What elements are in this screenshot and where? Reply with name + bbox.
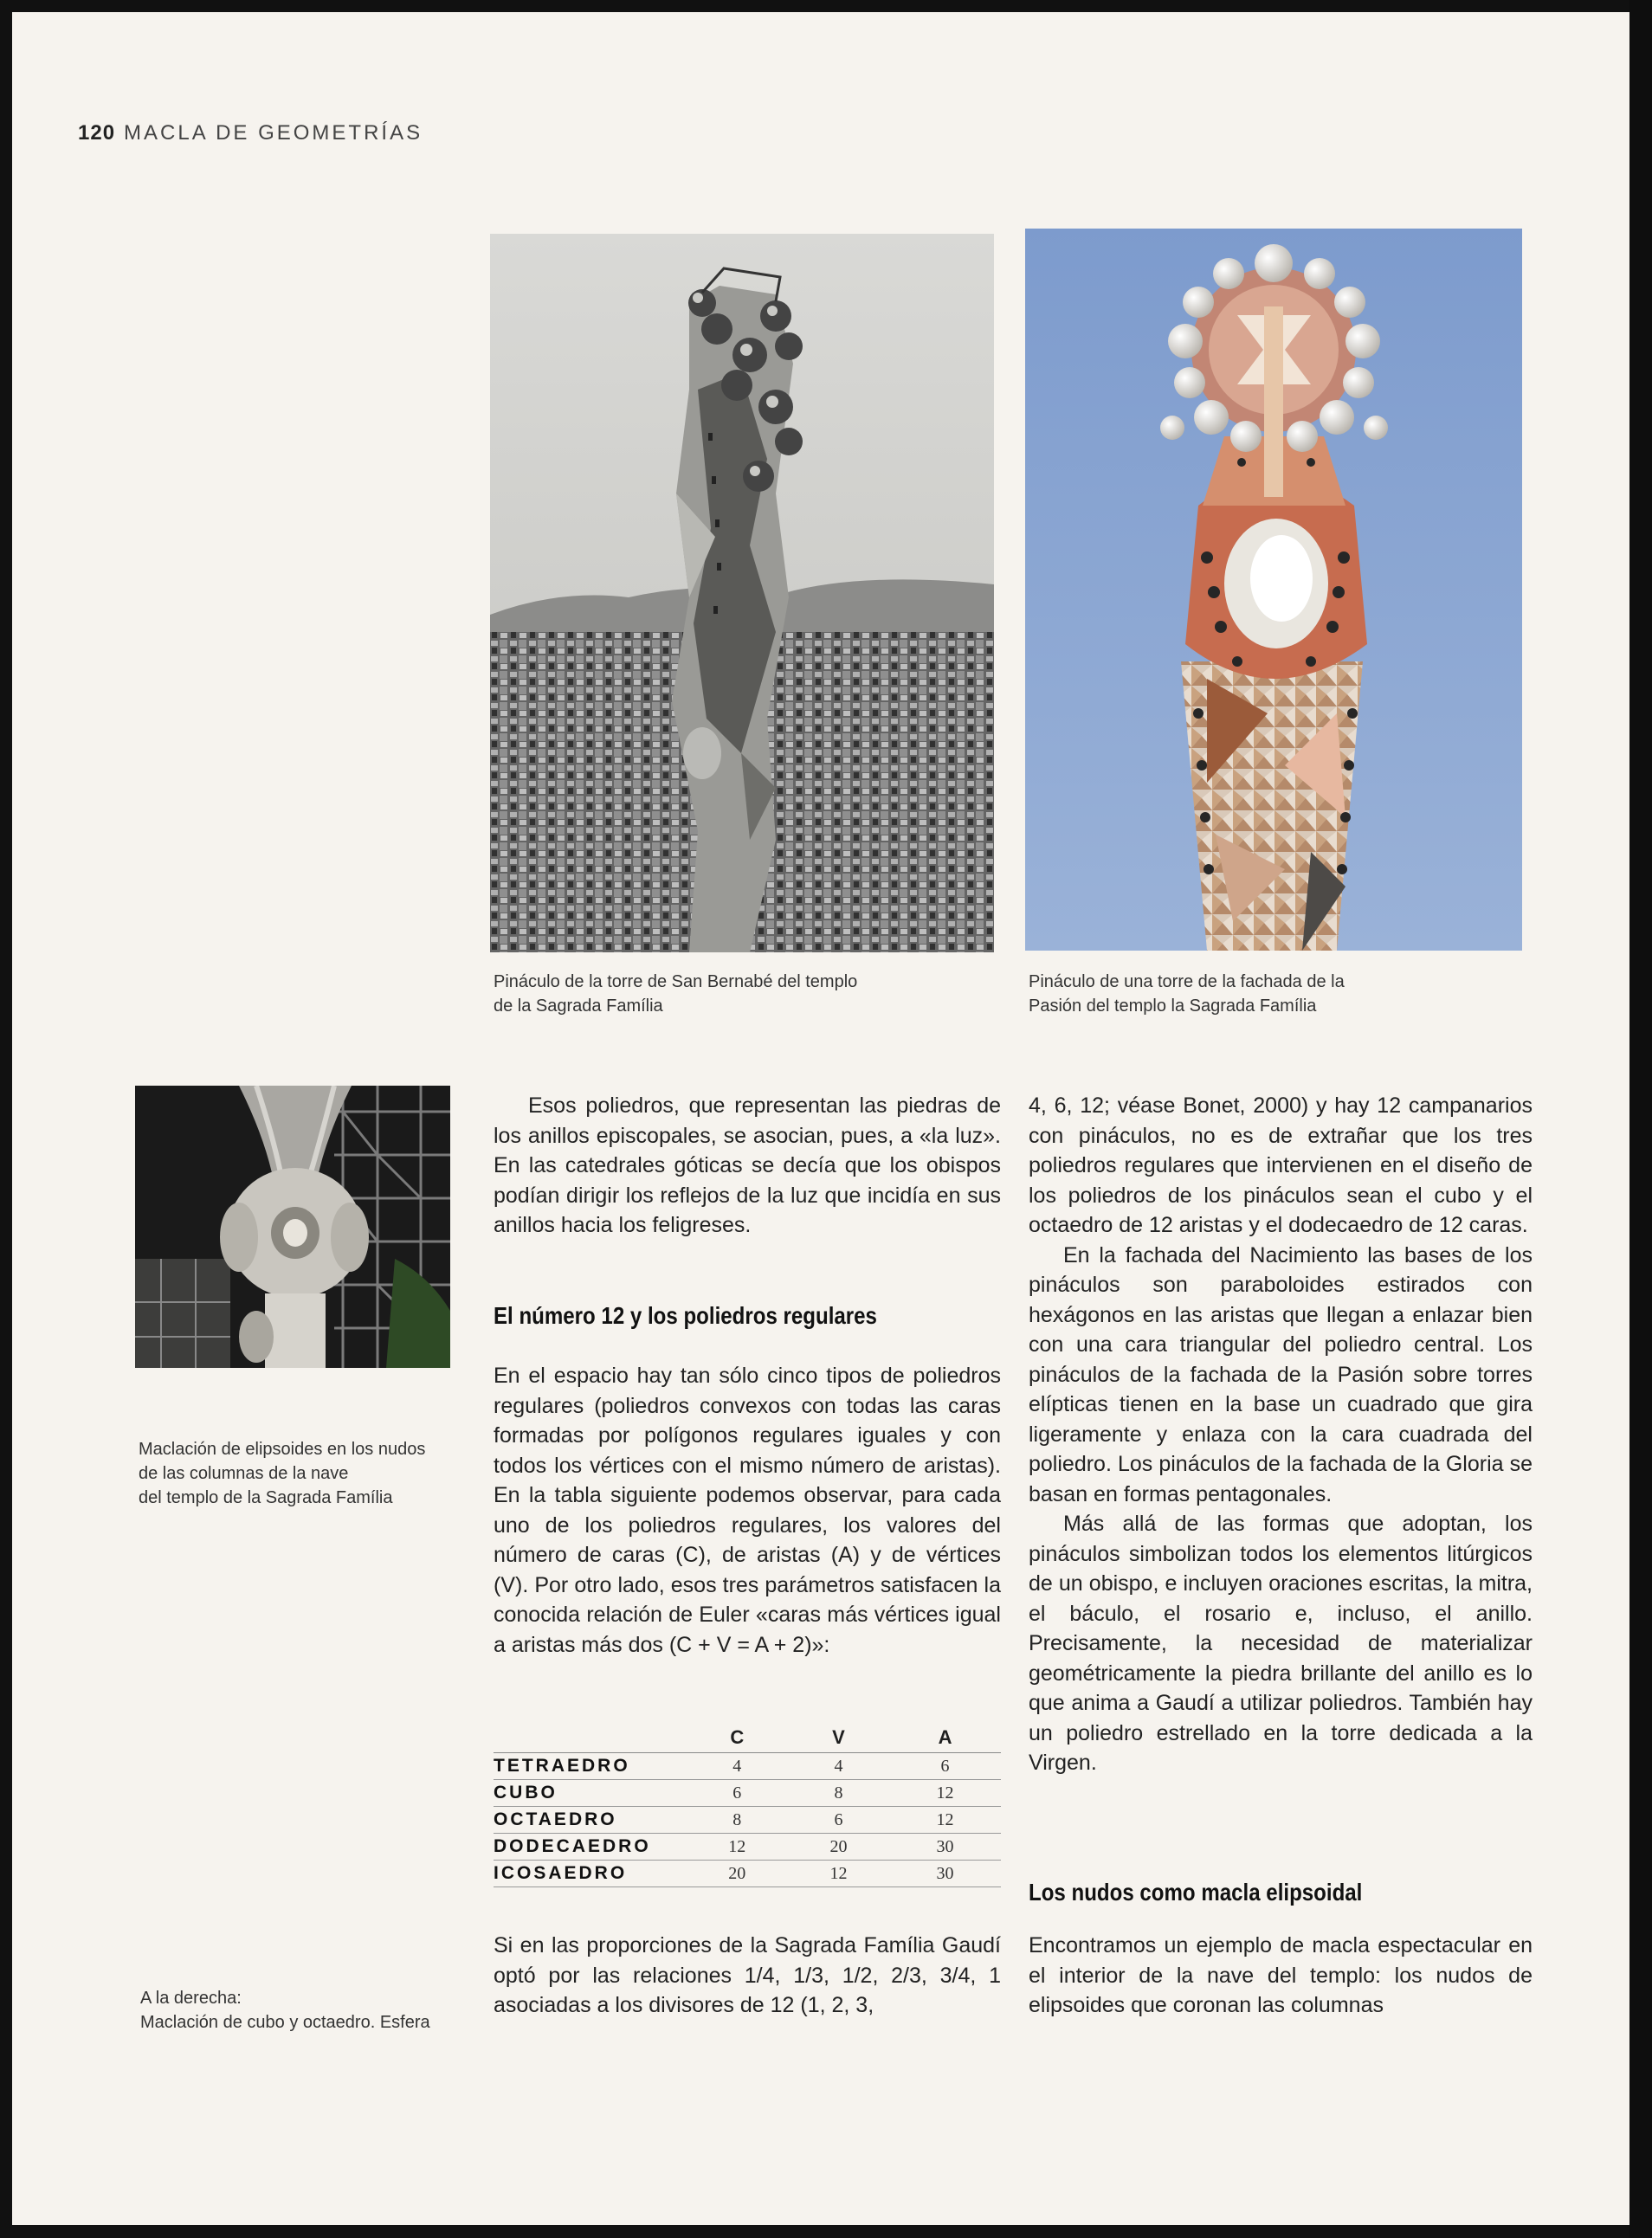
table-row — [494, 1807, 1001, 1834]
photo-column-ellipsoid-nodes — [135, 1086, 450, 1368]
table-cell-a: 12 — [889, 1780, 1001, 1807]
page-edge-shadow — [1629, 0, 1652, 2238]
photo-san-bernabe-pinnacle — [490, 234, 994, 952]
caption-bottom-side — [140, 1986, 487, 2035]
col1-paragraph-1 — [494, 1091, 1001, 1241]
table-header-row — [494, 1723, 1001, 1753]
table-cell-name: DODECAEDRO — [494, 1834, 687, 1861]
table-cell-name: OCTAEDRO — [494, 1807, 687, 1834]
table-cell-v: 8 — [788, 1780, 889, 1807]
col1-p1-text: Esos poliedros, que representan las piedras de los anillos episcopales, se asocian, pues, a «la luz». En las catedrales góticas se decía que los obispos podían dirigir los reflejos de la luz que incidía en sus anillos hacia los feligreses. — [494, 1093, 1001, 1237]
table-cell-name: ICOSAEDRO — [494, 1861, 687, 1887]
col2-p2-text: En la fachada del Nacimiento las bases de los pináculos son paraboloides estirados con hexágonos en las aristas que llegan a enlazar bien con una cara triangular del poliedro central. Los pináculos de la fachada de la Pasión sobre torres elípticas tienen en la base un cuadrado que gira ligeramente y enlaza con la cara cuadrada del poliedro. Los pináculos de la fachada de la Gloria se basan en formas pentagonales. — [1029, 1242, 1533, 1506]
heading-numero-12: El número 12 y los poliedros regulares — [494, 1302, 877, 1329]
table-row — [494, 1861, 1001, 1887]
table-header-v: V — [788, 1723, 889, 1753]
caption-side-text: Maclación de elipsoides en los nudos de las columnas de la nave del templo de la Sagrada Família — [139, 1440, 426, 1507]
table-cell-c: 6 — [687, 1780, 788, 1807]
page-number: 120 — [78, 121, 116, 145]
table-row — [494, 1834, 1001, 1861]
section-title: MACLA DE GEOMETRÍAS — [124, 121, 423, 145]
table-cell-v: 12 — [788, 1861, 889, 1887]
col2-p1-text: 4, 6, 12; véase Bonet, 2000) y hay 12 campanarios con pináculos, no es de extrañar que los tres poliedros regulares que intervienen en el diseño de los poliedros de los pináculos sean el cubo y el octaedro de 12 aristas y el dodecaedro de 12 caras. — [1029, 1093, 1533, 1237]
table-cell-v: 4 — [788, 1753, 889, 1780]
caption-bottom-side-text: A la derecha: Maclación de cubo y octaedro. Esfera — [140, 1989, 430, 2032]
heading-nudos-macla: Los nudos como macla elipsoidal — [1029, 1879, 1363, 1906]
table-header-c: C — [687, 1723, 788, 1753]
caption-top-left-text: Pináculo de la torre de San Bernabé del templo de la Sagrada Família — [494, 972, 858, 1016]
table-cell-v: 20 — [788, 1834, 889, 1861]
col1-paragraph-3 — [494, 1931, 1001, 2021]
caption-top-right-text: Pináculo de una torre de la fachada de la Pasión del templo la Sagrada Família — [1029, 972, 1345, 1016]
col1-p2-text: En el espacio hay tan sólo cinco tipos de poliedros regulares (poliedros convexos con todas las caras formadas por polígonos regulares iguales y con todos los vértices con el mismo número de aristas). En la tabla siguiente podemos observar, para cada uno de los poliedros regulares, los valores del número de caras (C), de aristas (A) y de vértices (V). Por otro lado, esos tres parámetros satisfacen la conocida relación de Euler «caras más vértices igual a aristas más dos (C + V = A + 2)»: — [494, 1364, 1001, 1657]
table-cell-name: CUBO — [494, 1780, 687, 1807]
table-header-blank — [494, 1723, 687, 1753]
table-cell-a: 12 — [889, 1807, 1001, 1834]
table-cell-a: 6 — [889, 1753, 1001, 1780]
table-cell-c: 4 — [687, 1753, 788, 1780]
col1-paragraph-2 — [494, 1361, 1001, 1660]
col2-p4-text: Encontramos un ejemplo de macla espectacular en el interior de la nave del templo: los nudos de elipsoides que coronan las columnas — [1029, 1933, 1533, 2017]
table-cell-v: 6 — [788, 1807, 889, 1834]
table-cell-c: 8 — [687, 1807, 788, 1834]
table-cell-a: 30 — [889, 1861, 1001, 1887]
table-cell-name: TETRAEDRO — [494, 1753, 687, 1780]
col2-paragraph-4 — [1029, 1931, 1533, 2021]
table-row — [494, 1780, 1001, 1807]
col1-p3-text: Si en las proporciones de la Sagrada Família Gaudí optó por las relaciones 1/4, 1/3, 1/2, 2/3, 3/4, 1 asociadas a los divisores de 12 (1, 2, 3, — [494, 1933, 1001, 2017]
photo-passion-facade-pinnacle — [1025, 229, 1522, 951]
table-row — [494, 1753, 1001, 1780]
running-header — [78, 121, 423, 145]
caption-top-right — [1029, 970, 1479, 1018]
col2-p3-text: Más allá de las formas que adoptan, los pináculos simbolizan todos los elementos litúrgicos de un obispo, e incluyen oraciones escritas, la mitra, el báculo, el rosario e, incluso, el anillo. Precisamente, la necesidad de materializar geométricamente la piedra brillante del anillo es lo que anima a Gaudí a utilizar poliedros. También hay un poliedro estrellado en la torre dedicada a la Virgen. — [1029, 1512, 1533, 1775]
caption-top-left — [494, 970, 926, 1018]
table-header-a: A — [889, 1723, 1001, 1753]
table-cell-c: 12 — [687, 1834, 788, 1861]
caption-side — [139, 1437, 468, 1510]
table-cell-a: 30 — [889, 1834, 1001, 1861]
col2-paragraphs — [1029, 1091, 1533, 1778]
book-page — [12, 12, 1629, 2225]
polyhedra-table — [494, 1723, 1001, 1887]
table-cell-c: 20 — [687, 1861, 788, 1887]
